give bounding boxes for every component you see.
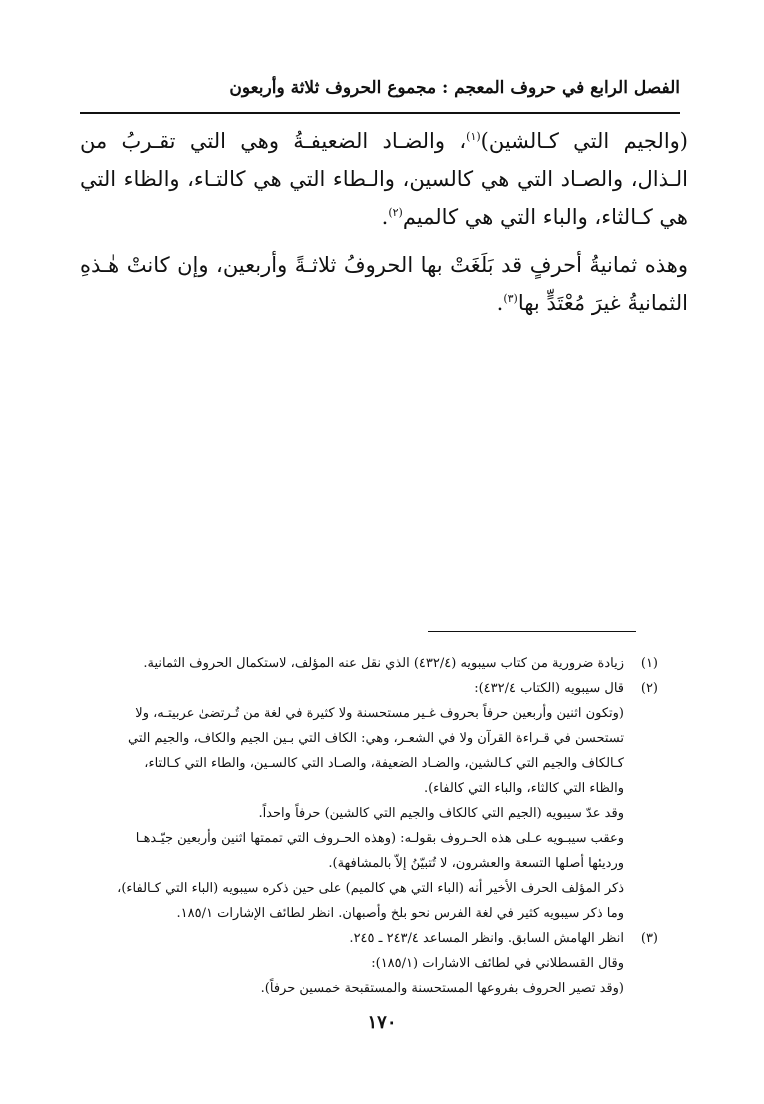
footnote-line: كـالكاف والجيم التي كـالشين، والضـاد الضعيفة، والصـاد التي كالسـين، والطاء التي كـالتاء،: [144, 756, 624, 771]
footnote-line: (وقد تصير الحروف بفروعها المستحسنة والمستقبحة خمسين حرفاً).: [260, 981, 624, 996]
footnote-line: وما ذكر سيبويه كثير في لغة الفرس نحو بلخ وأصبهان. انظر لطائف الإشارات ١٨٥/١.: [176, 906, 624, 921]
footnote-number: (٣): [640, 931, 658, 946]
footnote-number: (٢): [640, 681, 658, 696]
footnote-line: ذكر المؤلف الحرف الأخير أنه (الباء التي هي كالميم) على حين ذكره سيبويه (الباء التي كـالفاء)،: [117, 881, 624, 896]
footnote-line: والظاء التي كالثاء، والباء التي كالفاء).: [423, 781, 624, 796]
paragraph-2: [80, 246, 688, 322]
footnote-line: ورديئها أصلها التسعة والعشرون، لا تُتبيّنُ إلاّ بالمشافهة).: [328, 856, 624, 871]
page-number: ١٧٠: [367, 1012, 397, 1033]
footnote-3: [96, 926, 658, 1001]
paragraph-1-body: ، والضـاد الضعيفـةُ وهي التي تقـربُ من الـذال، والصـاد التي هي كالسين، والـطاء التي هي كالتـاء، والظاء التي هي كـالثاء، والباء التي هي كالميم: [80, 129, 688, 229]
footnote-line: وعقب سيبـويه عـلى هذه الحـروف بقولـه: (وهذه الحـروف التي تممتها اثنين وأربعين جيّـدهـا: [135, 831, 624, 846]
footnote-ref-2[interactable]: (٢): [388, 206, 403, 219]
footnotes: [96, 651, 658, 1001]
footnote-ref-3[interactable]: (٣): [503, 292, 518, 305]
footnote-number: (١): [640, 656, 658, 671]
footnote-separator: [428, 631, 636, 632]
running-header: [80, 72, 680, 114]
footnote-line: زيادة ضرورية من كتاب سيبويه (٤٣٢/٤) الذي نقل عنه المؤلف، لاستكمال الحروف الثمانية.: [143, 656, 624, 671]
footnote-1: [96, 651, 658, 676]
chapter-title: الفصل الرابع في حروف المعجم : مجموع الحروف ثلاثة وأربعون: [229, 78, 680, 98]
paragraph-1: [80, 122, 688, 236]
footnote-line: وقد عدّ سيبويه (الجيم التي كالكاف والجيم التي كالشين) حرفاً واحداً.: [258, 806, 624, 821]
main-text: [80, 122, 688, 332]
footnote-line: تستحسن في قـراءة القرآن ولا في الشعـر، وهي: الكاف التي بـين الجيم والكاف، والجيم التي: [128, 731, 624, 746]
footnote-2: [96, 676, 658, 926]
footnote-line: انظر الهامش السابق. وانظر المساعد ٢٤٣/٤ ـ ٢٤٥.: [349, 931, 624, 946]
footnote-line: (وتكون اثنين وأربعين حرفاً بحروف غـير مستحسنة ولا كثيرة في لغة من تُـرتضىٰ عربيتـه، ولا: [135, 706, 624, 721]
paragraph-1-end: .: [381, 205, 389, 229]
paragraph-1-start: (والجيم التي كـالشين): [480, 129, 689, 153]
footnote-ref-1[interactable]: (١): [466, 130, 481, 143]
paragraph-2-body: وهذه ثمانيةُ أحرفٍ قد بَلَغَتْ بها الحروفُ ثلاثـةً وأربعين، وإن كانتْ هٰـذهِ الثمانيةُ غيرَ مُعْتَدٍّ بها: [80, 253, 688, 315]
footnote-line: قال سيبويه (الكتاب ٤٣٢/٤):: [474, 681, 624, 696]
paragraph-2-end: .: [496, 291, 504, 315]
footnote-line: وقال القسطلاني في لطائف الاشارات (١٨٥/١):: [371, 956, 624, 971]
